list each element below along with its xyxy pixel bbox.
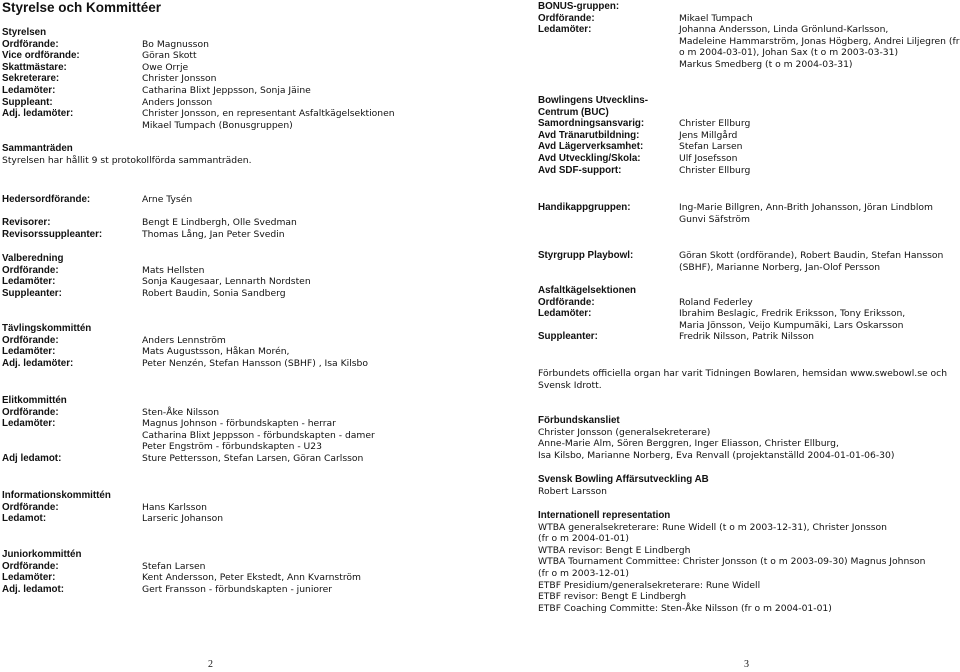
- buc-heading-1: Bowlingens Utvecklins-: [538, 95, 648, 106]
- list-item: [2, 288, 311, 300]
- row-label: Ledamöter:: [538, 24, 592, 36]
- tavlingskommitten-heading: Tävlingskommittén: [2, 323, 92, 334]
- kansliet-line: Christer Jonsson (generalsekreterare): [538, 426, 711, 438]
- row-value: Markus Smedberg (t o m 2004-03-31): [679, 58, 853, 70]
- list-item: [538, 59, 960, 71]
- valberedning-heading: Valberedning: [2, 253, 64, 264]
- elitkommitten-section: [2, 395, 375, 465]
- row-value: Thomas Lång, Jan Peter Svedin: [142, 228, 285, 240]
- handikapp-section: [538, 202, 933, 225]
- list-item: [2, 108, 395, 120]
- list-item: [2, 346, 368, 358]
- row-label: Suppleanter:: [2, 287, 62, 299]
- asfalt-heading: Asfaltkägelsektionen: [538, 285, 637, 296]
- kansliet-line: Isa Kilsbo, Marianne Norberg, Eva Renvall (projektanställd 2004-01-01-06-30): [538, 449, 895, 461]
- list-item: [2, 73, 395, 85]
- list-item: [2, 120, 395, 132]
- sammantraden-heading: Sammanträden: [2, 142, 73, 154]
- list-item: [2, 229, 297, 241]
- row-value: Johanna Andersson, Linda Grönlund-Karlsson,: [679, 24, 889, 36]
- row-value: Peter Nenzén, Stefan Hansson (SBHF) , Isa Kilsbo: [142, 357, 368, 369]
- list-item: [538, 24, 960, 36]
- handikapp-line: Ing-Marie Billgren, Ann-Brith Johansson, Jöran Lindblom: [679, 202, 933, 213]
- internationell-line: WTBA generalsekreterare: Rune Widell (t o m 2003-12-31), Christer Jonsson: [538, 521, 887, 533]
- list-item: [2, 217, 297, 229]
- row-label: Skattmästare:: [2, 61, 67, 73]
- row-label: Ordförande:: [2, 406, 59, 418]
- row-value: Bengt E Lindbergh, Olle Svedman: [142, 217, 297, 228]
- row-value: Gert Fransson - förbundskapten - juniorer: [142, 583, 333, 595]
- list-item: [2, 502, 223, 514]
- playbowl-line: (SBHF), Marianne Norberg, Jan-Olof Persson: [679, 261, 881, 273]
- internationell-section: [538, 510, 926, 614]
- row-label: Adj. ledamöter:: [2, 357, 74, 369]
- row-label: Ordförande:: [538, 12, 595, 24]
- row-value: Göran Skott: [142, 50, 197, 62]
- row-value: Sten-Åke Nilsson: [142, 406, 220, 418]
- list-item: [538, 153, 750, 165]
- organ-section: [538, 368, 947, 391]
- playbowl-line: Göran Skott (ordförande), Robert Baudin, Stefan Hansson: [679, 250, 944, 261]
- row-value: Kent Andersson, Peter Ekstedt, Ann Kvarnström: [142, 572, 361, 584]
- list-item: [538, 13, 960, 25]
- list-item: [2, 561, 361, 573]
- row-label: Suppleanter:: [538, 331, 598, 343]
- asfalt-section: [538, 285, 905, 343]
- row-value: Stefan Larsen: [142, 560, 206, 572]
- list-item: [2, 407, 375, 419]
- page-title: Styrelse och Kommittéer: [2, 0, 162, 15]
- styrelsen-heading: Styrelsen: [2, 27, 47, 38]
- internationell-line: (fr o m 2004-01-01): [538, 533, 629, 545]
- bonusgruppen-heading: BONUS-gruppen:: [538, 1, 620, 12]
- page-number-left: 2: [208, 659, 213, 670]
- row-label: Avd Utveckling/Skola:: [538, 152, 641, 164]
- playbowl-label: Styrgrupp Playbowl:: [538, 250, 634, 261]
- list-item: [538, 165, 750, 177]
- list-item: [2, 513, 223, 525]
- row-label: Ledamöter:: [2, 572, 56, 584]
- row-value: Catharina Blixt Jeppsson, Sonja Jäine: [142, 84, 311, 96]
- row-label: [2, 120, 142, 132]
- styrelsen-section: [2, 27, 395, 166]
- row-value: Maria Jönsson, Veijo Kumpumäki, Lars Oskarsson: [679, 319, 904, 331]
- row-value: Anders Jonsson: [142, 96, 213, 108]
- kansliet-section: [538, 415, 894, 461]
- list-item: [538, 308, 905, 320]
- juniorkommitten-heading: Juniorkommittén: [2, 549, 82, 560]
- internationell-line: WTBA revisor: Bengt E Lindbergh: [538, 544, 691, 556]
- list-item: [538, 141, 750, 153]
- row-value: Roland Federley: [679, 296, 753, 308]
- row-value: Sture Pettersson, Stefan Larsen, Göran Carlsson: [142, 452, 364, 464]
- list-item: [2, 62, 395, 74]
- kansliet-line: Anne-Marie Alm, Sören Berggren, Inger Eliasson, Christer Ellburg,: [538, 438, 839, 450]
- handikapp-line: Gunvi Säfström: [679, 213, 750, 225]
- row-label: Revisorer:: [2, 217, 51, 228]
- sammantraden-text: Styrelsen har hållit 9 st protokollförda sammanträden.: [2, 154, 252, 166]
- row-label: [2, 430, 142, 442]
- row-label: Ordförande:: [2, 501, 59, 513]
- row-label: Ledamöter:: [538, 308, 592, 320]
- svensk-bowling-heading: Svensk Bowling Affärsutveckling AB: [538, 474, 709, 485]
- list-item: [538, 331, 905, 343]
- internationell-line: ETBF Presidium/generalsekreterare: Rune Widell: [538, 579, 761, 591]
- organ-line: Svensk Idrott.: [538, 379, 602, 391]
- list-item: [2, 97, 395, 109]
- list-item: [2, 430, 375, 442]
- internationell-line: WTBA Tournament Committee: Christer Jonsson (t o m 2003-09-30) Magnus Johnson: [538, 556, 926, 568]
- row-label: [538, 59, 679, 71]
- row-label: [538, 47, 679, 59]
- row-value: Bo Magnusson: [142, 38, 209, 50]
- row-value: Stefan Larsen: [679, 141, 743, 153]
- playbowl-row: [538, 250, 943, 273]
- row-value: Christer Jonsson: [142, 73, 217, 85]
- row-label: Ledamöter:: [2, 84, 56, 96]
- list-item: [538, 118, 750, 130]
- row-label: Ledamöter:: [2, 276, 56, 288]
- playbowl-section: [538, 250, 943, 273]
- row-label: [2, 441, 142, 453]
- row-value: Christer Ellburg: [679, 118, 751, 130]
- row-label: Ledamot:: [2, 513, 47, 525]
- row-value: Christer Ellburg: [679, 164, 751, 176]
- row-value: Ulf Josefsson: [679, 152, 738, 164]
- row-value: Jens Millgård: [679, 129, 738, 141]
- list-item: [538, 320, 905, 332]
- informationskommitten-section: [2, 490, 223, 525]
- row-value: Anders Lennström: [142, 334, 226, 346]
- page-number-right: 3: [744, 659, 749, 670]
- row-label: Avd SDF-support:: [538, 164, 622, 176]
- internationell-heading: Internationell representation: [538, 510, 671, 521]
- list-item: [2, 276, 311, 288]
- row-label: Adj ledamot:: [2, 452, 62, 464]
- row-value: Ibrahim Beslagic, Fredrik Eriksson, Tony Eriksson,: [679, 308, 906, 320]
- row-label: Ordförande:: [2, 264, 59, 276]
- row-label: Sekreterare:: [2, 73, 60, 85]
- row-value: Robert Baudin, Sonia Sandberg: [142, 287, 286, 299]
- row-label: Avd Tränarutbildning:: [538, 129, 640, 141]
- handikapp-row: [538, 202, 933, 225]
- row-label: Revisorssuppleanter:: [2, 228, 103, 240]
- row-value: Owe Orrje: [142, 61, 189, 73]
- internationell-line: ETBF revisor: Bengt E Lindbergh: [538, 591, 687, 603]
- organ-line: Förbundets officiella organ har varit Tidningen Bowlaren, hemsidan www.swebowl.se och: [538, 368, 948, 379]
- list-item: [538, 36, 960, 48]
- row-value: Peter Engström - förbundskapten - U23: [142, 441, 322, 453]
- internationell-line: (fr o m 2003-12-01): [538, 567, 629, 579]
- hedersordforande-label: Hedersordförande:: [2, 194, 91, 205]
- row-label: Ordförande:: [2, 560, 59, 572]
- row-value: Magnus Johnson - förbundskapten - herrar: [142, 418, 336, 430]
- row-label: Suppleant:: [2, 96, 53, 108]
- row-value: Christer Jonsson, en representant Asfaltkägelsektionen: [142, 108, 395, 120]
- row-label: Ordförande:: [2, 334, 59, 346]
- buc-section: [538, 95, 750, 176]
- hedersordforande-row: [2, 194, 192, 206]
- svensk-bowling-line: Robert Larsson: [538, 485, 607, 497]
- valberedning-section: [2, 253, 311, 299]
- row-label: [538, 320, 679, 332]
- revisorer-section: [2, 217, 297, 240]
- row-value: o m 2004-03-01), Johan Sax (t o m 2003-03-31): [679, 47, 899, 59]
- row-value: Larseric Johanson: [142, 513, 224, 525]
- row-label: Adj. ledamot:: [2, 583, 65, 595]
- list-item: [538, 47, 960, 59]
- row-value: Mikael Tumpach (Bonusgruppen): [142, 119, 293, 131]
- kansliet-heading: Förbundskansliet: [538, 415, 620, 426]
- row-value: Mikael Tumpach: [679, 12, 753, 24]
- row-value: Mats Hellsten: [142, 264, 205, 276]
- row-label: Avd Lägerverksamhet:: [538, 141, 644, 153]
- list-item: [2, 441, 375, 453]
- hedersordforande-section: [2, 194, 192, 206]
- list-item: [2, 418, 375, 430]
- row-label: Vice ordförande:: [2, 50, 80, 62]
- row-label: [538, 36, 679, 48]
- handikapp-label: Handikappgruppen:: [538, 202, 631, 213]
- row-value: Catharina Blixt Jeppsson - förbundskapten - damer: [142, 429, 375, 441]
- row-value: Hans Karlsson: [142, 501, 207, 513]
- elitkommitten-heading: Elitkommittén: [2, 395, 67, 406]
- list-item: [2, 584, 361, 596]
- juniorkommitten-section: [2, 549, 361, 595]
- internationell-line: ETBF Coaching Committe: Sten-Åke Nilsson (fr o m 2004-01-01): [538, 602, 832, 614]
- buc-heading-2: Centrum (BUC): [538, 106, 609, 118]
- row-value: Mats Augustsson, Håkan Morén,: [142, 346, 290, 358]
- list-item: [2, 335, 368, 347]
- informationskommitten-heading: Informationskommittén: [2, 490, 111, 501]
- row-value: Sonja Kaugesaar, Lennarth Nordsten: [142, 276, 311, 288]
- row-label: Ordförande:: [538, 296, 595, 308]
- list-item: [2, 572, 361, 584]
- list-item: [2, 85, 395, 97]
- bonusgruppen-section: [538, 1, 960, 71]
- row-label: Ledamöter:: [2, 346, 56, 358]
- list-item: [2, 50, 395, 62]
- list-item: [2, 453, 375, 465]
- svensk-bowling-section: [538, 474, 709, 497]
- list-item: [2, 358, 368, 370]
- list-item: [538, 130, 750, 142]
- row-label: Adj. ledamöter:: [2, 108, 74, 120]
- row-value: Fredrik Nilsson, Patrik Nilsson: [679, 331, 815, 343]
- hedersordforande-value: Arne Tysén: [142, 194, 193, 205]
- tavlingskommitten-section: [2, 323, 368, 369]
- row-value: Madeleine Hammarström, Jonas Högberg, Andrei Liljegren (fr: [679, 35, 960, 47]
- row-label: Ordförande:: [2, 38, 59, 50]
- row-label: Ledamöter:: [2, 418, 56, 430]
- list-item: [538, 297, 905, 309]
- list-item: [2, 39, 395, 51]
- row-label: Samordningsansvarig:: [538, 118, 645, 130]
- list-item: [2, 265, 311, 277]
